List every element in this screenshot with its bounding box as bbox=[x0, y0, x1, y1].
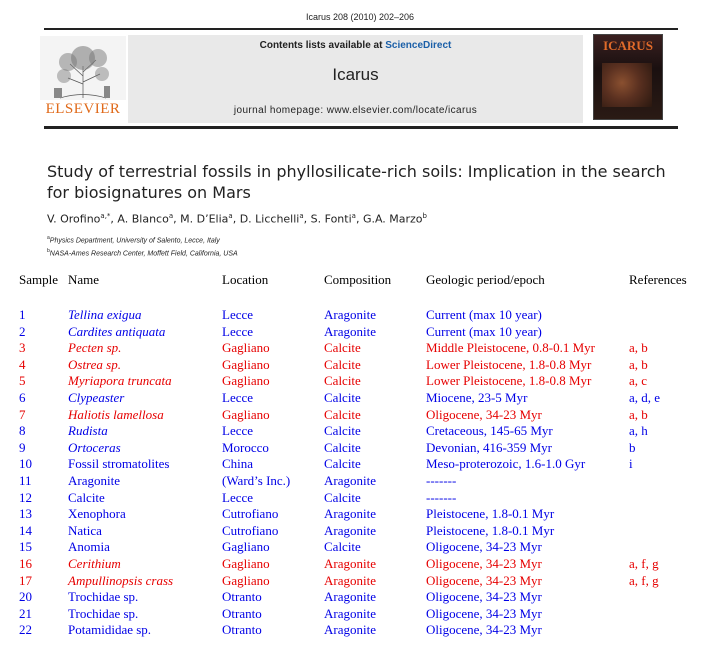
table-row bbox=[0, 556, 720, 572]
cell-sample: 21 bbox=[19, 605, 32, 621]
table-row bbox=[0, 589, 720, 605]
cell-name: Trochidae sp. bbox=[68, 589, 139, 605]
author-affiliation-mark: a bbox=[168, 212, 174, 220]
cell-sample: 15 bbox=[19, 539, 32, 555]
cell-location: Lecce bbox=[222, 423, 254, 439]
cell-period: Lower Pleistocene, 1.8-0.8 Myr bbox=[426, 373, 592, 389]
header-name: Name bbox=[68, 272, 100, 287]
cell-references: a, d, e bbox=[629, 390, 661, 405]
cell-composition: Aragonite bbox=[324, 556, 376, 571]
cell-name: Cerithium bbox=[68, 556, 121, 571]
affiliation-mark: a bbox=[47, 235, 50, 241]
header-location: Location bbox=[222, 272, 269, 287]
cell-location: Gagliano bbox=[222, 356, 270, 372]
cell-location: Gagliano bbox=[222, 373, 270, 389]
cell-sample: 11 bbox=[19, 473, 32, 488]
author: S. Fonti bbox=[310, 212, 352, 226]
cell-sample: 20 bbox=[19, 589, 32, 605]
journal-header-box bbox=[128, 35, 583, 123]
cell-period: Miocene, 23-5 Myr bbox=[426, 390, 528, 405]
cell-location: (Ward’s Inc.) bbox=[222, 473, 291, 488]
cell-period: Oligocene, 34-23 Myr bbox=[426, 556, 542, 571]
header-references: References bbox=[629, 272, 687, 287]
cell-period: Oligocene, 34-23 Myr bbox=[426, 605, 542, 621]
cell-name: Trochidae sp. bbox=[68, 605, 139, 621]
table-row bbox=[0, 307, 720, 323]
cell-composition: Calcite bbox=[324, 423, 361, 439]
cell-location: Gagliano bbox=[222, 539, 270, 555]
contents-line bbox=[128, 40, 583, 51]
cell-name: Myriapora truncata bbox=[68, 373, 172, 389]
cell-sample: 5 bbox=[19, 373, 26, 389]
cell-period: Oligocene, 34-23 Myr bbox=[426, 406, 542, 422]
cell-location: Cutrofiano bbox=[222, 506, 279, 522]
cell-period: Middle Pleistocene, 0.8-0.1 Myr bbox=[426, 340, 595, 356]
cell-references: a, b bbox=[629, 356, 648, 372]
cell-name: Potamididae sp. bbox=[68, 622, 152, 638]
cell-references: a, f, g bbox=[629, 556, 659, 571]
cell-composition: Calcite bbox=[324, 356, 361, 372]
cell-sample: 16 bbox=[19, 556, 32, 571]
cell-name: Ortoceras bbox=[68, 439, 121, 455]
cell-name: Xenophora bbox=[68, 506, 126, 522]
cell-name: Haliotis lamellosa bbox=[68, 406, 164, 422]
header-period: Geologic period/epoch bbox=[426, 272, 545, 287]
table-row bbox=[0, 606, 720, 622]
cell-period: Oligocene, 34-23 Myr bbox=[426, 589, 542, 605]
cell-location: Lecce bbox=[222, 489, 254, 505]
cell-composition: Aragonite bbox=[324, 307, 376, 322]
table-row bbox=[0, 573, 720, 589]
cell-references: i bbox=[629, 456, 633, 472]
cell-location: Lecce bbox=[222, 323, 254, 339]
cell-sample: 4 bbox=[19, 356, 26, 372]
table-row bbox=[0, 473, 720, 489]
cell-composition: Calcite bbox=[324, 373, 361, 389]
cell-composition: Aragonite bbox=[324, 522, 376, 538]
cell-period: Oligocene, 34-23 Myr bbox=[426, 572, 542, 588]
cell-period: Cretaceous, 145-65 Myr bbox=[426, 423, 553, 439]
cell-location: Otranto bbox=[222, 622, 262, 638]
cell-name: Aragonite bbox=[68, 473, 120, 488]
table-row bbox=[0, 523, 720, 539]
publisher-name: ELSEVIER bbox=[45, 101, 121, 117]
cell-name: Cardites antiquata bbox=[68, 323, 166, 339]
cell-location: Otranto bbox=[222, 589, 262, 605]
cell-period: ------- bbox=[426, 489, 457, 505]
cell-location: China bbox=[222, 456, 254, 472]
cell-name: Rudista bbox=[68, 423, 108, 439]
cell-period: Lower Pleistocene, 1.8-0.8 Myr bbox=[426, 356, 592, 372]
table-row bbox=[0, 539, 720, 555]
cell-period: Current (max 10 year) bbox=[426, 307, 542, 322]
header-sample: Sample bbox=[19, 272, 58, 287]
table-row bbox=[0, 390, 720, 406]
cell-sample: 10 bbox=[19, 456, 32, 472]
affiliation-text: NASA-Ames Research Center, Moffett Field, California, USA bbox=[49, 250, 238, 258]
cell-references: a, c bbox=[629, 373, 648, 389]
cell-composition: Aragonite bbox=[324, 473, 376, 488]
author: M. D’Elia bbox=[180, 212, 229, 226]
affiliation-line bbox=[47, 233, 667, 246]
author-affiliation-mark: a bbox=[228, 212, 233, 220]
cell-location: Lecce bbox=[222, 390, 254, 405]
cell-sample: 9 bbox=[19, 439, 26, 455]
cell-composition: Aragonite bbox=[324, 572, 376, 588]
cell-period: Pleistocene, 1.8-0.1 Myr bbox=[426, 506, 555, 522]
cell-location: Lecce bbox=[222, 307, 254, 322]
cell-references: a, b bbox=[629, 406, 648, 422]
cover-title: ICARUS bbox=[603, 38, 653, 53]
table-row bbox=[0, 357, 720, 373]
cell-period: Pleistocene, 1.8-0.1 Myr bbox=[426, 522, 555, 538]
cell-sample: 8 bbox=[19, 423, 26, 439]
cell-period: Current (max 10 year) bbox=[426, 323, 542, 339]
paper-title: Study of terrestrial fossils in phyllosilicate-rich soils: Implication in the search for biosignatures on Mars bbox=[47, 162, 666, 202]
cell-sample: 14 bbox=[19, 522, 32, 538]
table-row bbox=[0, 506, 720, 522]
cell-period: Meso-proterozoic, 1.6-1.0 Gyr bbox=[426, 456, 586, 472]
cell-references: b bbox=[629, 439, 636, 455]
cell-period: ------- bbox=[426, 473, 457, 488]
affiliation-list bbox=[47, 233, 667, 260]
author: V. Orofino bbox=[47, 212, 101, 226]
cell-composition: Calcite bbox=[324, 489, 361, 505]
cell-composition: Calcite bbox=[324, 340, 361, 356]
cell-sample: 2 bbox=[19, 323, 26, 339]
cell-sample: 13 bbox=[19, 506, 32, 522]
cell-name: Ostrea sp. bbox=[68, 356, 121, 372]
cell-name: Tellina exigua bbox=[68, 307, 142, 322]
cell-sample: 7 bbox=[19, 406, 26, 422]
cell-composition: Aragonite bbox=[324, 506, 376, 522]
cell-period: Devonian, 416-359 Myr bbox=[426, 439, 553, 455]
journal-name: Icarus bbox=[332, 65, 379, 84]
cell-location: Gagliano bbox=[222, 406, 270, 422]
cover-planet-image bbox=[602, 63, 652, 107]
cell-references: a, b bbox=[629, 340, 648, 356]
cell-name: Clypeaster bbox=[68, 390, 125, 405]
cell-name: Ampullinopsis crass bbox=[68, 572, 174, 588]
author: D. Licchelli bbox=[239, 212, 300, 226]
journal-homepage[interactable]: journal homepage: www.elsevier.com/locate/icarus bbox=[233, 105, 478, 116]
cell-composition: Calcite bbox=[324, 439, 361, 455]
cell-location: Otranto bbox=[222, 605, 262, 621]
table-row bbox=[0, 407, 720, 423]
table-row bbox=[0, 340, 720, 356]
sciencedirect-link[interactable]: ScienceDirect bbox=[385, 40, 452, 51]
cell-sample: 3 bbox=[19, 340, 26, 356]
author-affiliation-mark: a,* bbox=[100, 212, 111, 220]
cell-references: a, h bbox=[629, 423, 648, 439]
cell-location: Gagliano bbox=[222, 340, 270, 356]
table-row bbox=[0, 440, 720, 456]
cell-sample: 6 bbox=[19, 390, 26, 405]
cell-name: Fossil stromatolites bbox=[68, 456, 170, 472]
affiliation-text: Physics Department, University of Salento, Lecce, Italy bbox=[49, 237, 220, 245]
author: A. Blanco bbox=[117, 212, 169, 226]
cell-name: Natica bbox=[68, 522, 102, 538]
cell-sample: 17 bbox=[19, 572, 32, 588]
journal-reference: Icarus 208 (2010) 202–206 bbox=[305, 12, 415, 22]
contents-prefix: Contents lists available at bbox=[259, 40, 386, 51]
affiliation-mark: b bbox=[47, 248, 50, 255]
cell-composition: Aragonite bbox=[324, 589, 376, 605]
cell-composition: Calcite bbox=[324, 539, 361, 555]
header-top-rule bbox=[44, 28, 678, 30]
cell-sample: 22 bbox=[19, 622, 32, 638]
author-affiliation-mark: b bbox=[422, 212, 427, 220]
table-row bbox=[0, 324, 720, 340]
header-composition: Composition bbox=[324, 272, 392, 287]
table-row bbox=[0, 622, 720, 638]
cell-references: a, f, g bbox=[629, 572, 659, 588]
cell-composition: Calcite bbox=[324, 456, 361, 472]
table-row bbox=[0, 456, 720, 472]
cell-name: Pecten sp. bbox=[68, 340, 122, 356]
author-affiliation-mark: a bbox=[351, 212, 356, 220]
cell-composition: Calcite bbox=[324, 390, 361, 405]
author-list: V. Orofino$^{a,*}$, A. Blanco$^a$, M. D’Elia$^a$, D. Licchelli$^a$, S. Fonti$^a$, G.A. Marzo$^b$ bbox=[47, 212, 427, 226]
cell-composition: Calcite bbox=[324, 406, 361, 422]
table-row bbox=[0, 423, 720, 439]
cell-location: Gagliano bbox=[222, 556, 270, 571]
journal-cover-image bbox=[593, 34, 663, 120]
cell-name: Calcite bbox=[68, 489, 105, 505]
cell-sample: 12 bbox=[19, 489, 32, 505]
affiliation-line bbox=[47, 246, 667, 259]
cell-composition: Aragonite bbox=[324, 622, 376, 638]
table-row bbox=[0, 490, 720, 506]
cell-composition: Aragonite bbox=[324, 323, 376, 339]
author-affiliation-mark: a bbox=[299, 212, 304, 220]
cell-composition: Aragonite bbox=[324, 605, 376, 621]
header-bottom-rule bbox=[44, 126, 678, 129]
cell-location: Gagliano bbox=[222, 572, 270, 588]
cell-period: Oligocene, 34-23 Myr bbox=[426, 539, 542, 555]
table-row bbox=[0, 373, 720, 389]
author: G.A. Marzo bbox=[362, 212, 423, 226]
cell-location: Morocco bbox=[222, 439, 269, 455]
cell-sample: 1 bbox=[19, 307, 26, 322]
cell-name: Anomia bbox=[68, 539, 110, 555]
cell-location: Cutrofiano bbox=[222, 522, 279, 538]
cell-period: Oligocene, 34-23 Myr bbox=[426, 622, 542, 638]
